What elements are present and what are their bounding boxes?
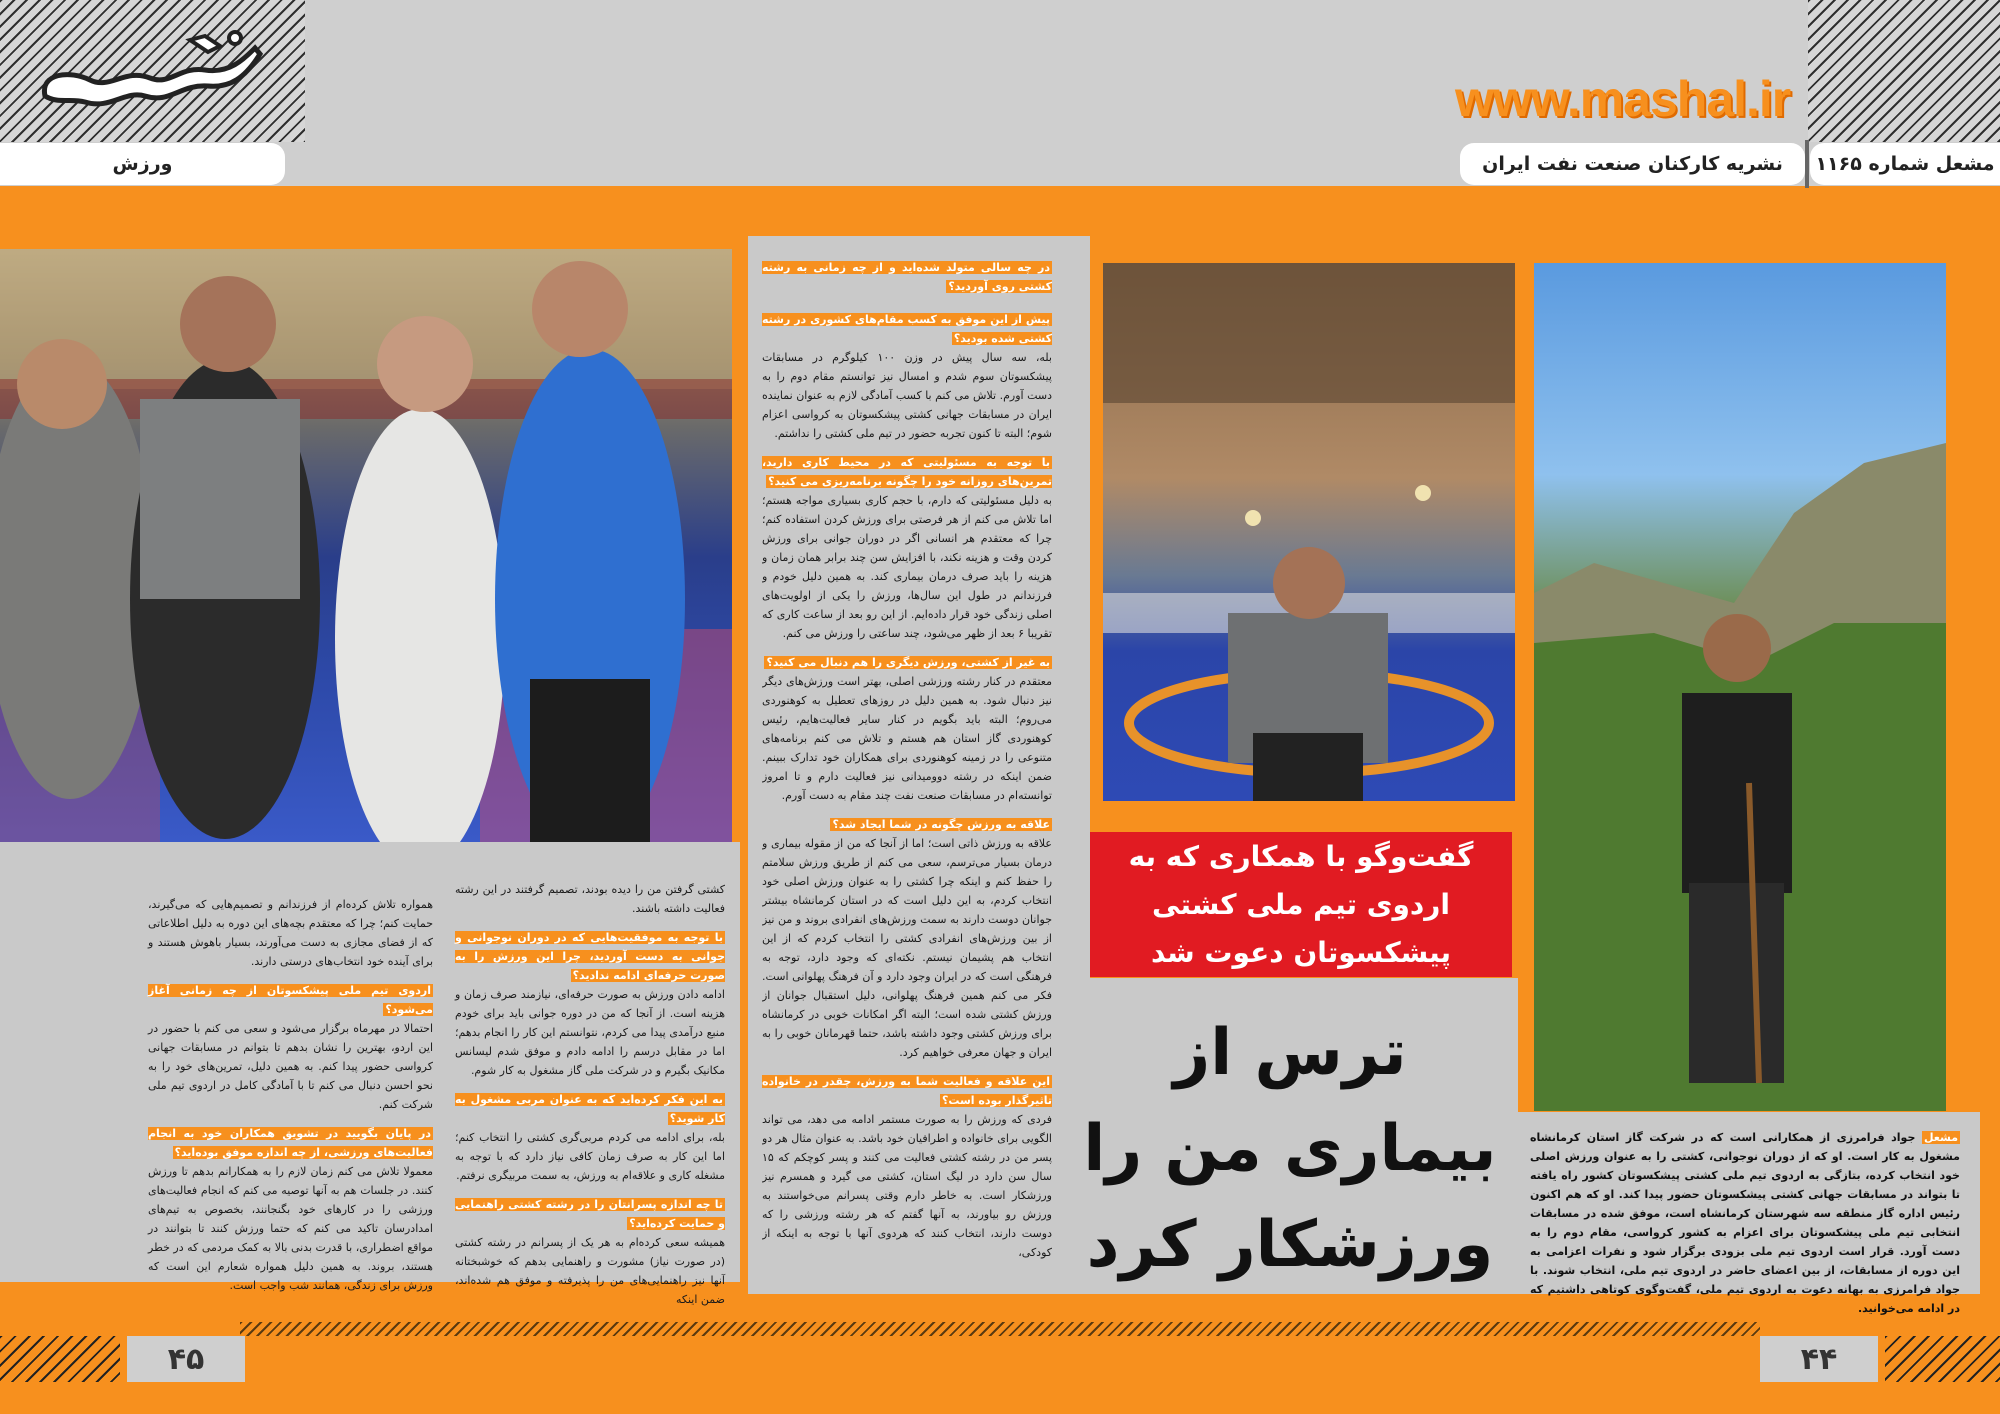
- article-kicker: [1090, 832, 1512, 977]
- col-b-q3: تا چه اندازه پسرانتان را در رشته کشتی راهنمایی و حمایت کرده‌اید؟: [455, 1198, 725, 1230]
- col-b-a2: بله، برای ادامه می کردم مربی‌گری کشتی را انتخاب کنم؛ اما این کار به صرف زمان کافی نیاز دارد که با توجه به مشغله کاری و علاقه‌ام به ورزش، به سمت مربیگری نرفتم.: [455, 1131, 725, 1182]
- col-b-a0: کشتی گرفتن من را دیده بودند، تصمیم گرفتند در این رشته فعالیت داشته باشند.: [455, 883, 725, 915]
- col-a-q2: با توجه به مسئولیتی که در محیط کاری دارید، تمرین‌های روزانه خود را چگونه برنامه‌ریزی می کنید؟: [762, 456, 1052, 488]
- publication-tab: [1460, 143, 1805, 185]
- col-a-q4: علاقه به ورزش چگونه در شما ایجاد شد؟: [832, 818, 1050, 831]
- issue-tab: [1810, 143, 2000, 185]
- col-b-q1: با توجه به موفقیت‌هایی که در دوران نوجوانی و جوانی به دست آوردید، چرا این ورزش را به صورت حرفه‌ای ادامه ندادید؟: [455, 931, 725, 982]
- mountain-photo: [1534, 263, 1946, 1111]
- col-a-q5: این علاقه و فعالیت شما به ورزش، چقدر در خانواده تاثیرگذار بوده است؟: [762, 1075, 1052, 1107]
- text-column-c: [148, 895, 433, 1295]
- col-a-a3: معتقدم در کنار رشته ورزشی اصلی، بهتر است ورزش‌های دیگر نیز دنبال شود. به همین دلیل در روزهای تعطیل به کوهنوردی می‌روم؛ البته باید بگویم در کنار سایر فعالیت‌هایم، رئیس کوهنوردی گاز استان هم هستم و تلاش می کنم برنامه‌های متنوعی را در زمینه کوهنوردی برای همکاران خود تدارک ببینم. ضمن اینکه در رشته دوومیدانی نیز فعالیت دارم و تا امروز توانسته‌ام در مسابقات صنعت نفت چند مقام به دست آورم.: [762, 675, 1052, 802]
- site-url[interactable]: www.mashal.ir: [1455, 71, 1791, 127]
- col-a-q1: پیش از این موفق به کسب مقام‌های کشوری در رشته کشتی شده بودید؟: [762, 313, 1052, 345]
- article-intro: [1530, 1128, 1960, 1318]
- col-c-a0: همواره تلاش کرده‌ام از فرزندانم و تصمیم‌هایی که می‌گیرند، حمایت کنم؛ چرا که معتقدم بچه‌های این دوره به دلیل اطلاعاتی که از فضای مجازی به دست می‌آورند، بسیار باهوش هستند و برای آینده خود انتخاب‌های درستی دارند.: [148, 898, 433, 968]
- col-b-a1: ادامه دادن ورزش به صورت حرفه‌ای، نیازمند صرف زمان و هزینه است. از آنجا که من در دوره جوانی باید برای خودم منبع درآمدی پیدا می کردم، نتوانستم این کار را انجام بدهم؛ اما در مقابل درسم را ادامه دادم و موفق شدم لیسانس مکانیک بگیرم و در شرکت ملی گاز مشغول به کار شوم.: [455, 988, 725, 1077]
- col-a-a1: بله، سه سال پیش در وزن ۱۰۰ کیلوگرم در مسابقات پیشکسوتان سوم شدم و امسال نیز توانستم مقام دوم را به دست آورم. تلاش می کنم با کسب آمادگی لازم به عنوان نماینده ایران در مسابقات جهانی کشتی پیشکسوتان به کرواسی اعزام شوم؛ البته تا کنون تجربه حضور در تیم ملی کشتی را نداشتم.: [762, 351, 1052, 440]
- col-c-q2: در پایان بگویید در تشویق همکاران خود به انجام فعالیت‌های ورزشی، از چه اندازه موفق بوده‌اید؟: [148, 1127, 433, 1159]
- text-column-a: [762, 258, 1052, 1288]
- col-c-q1: اردوی تیم ملی پیشکسوتان از چه زمانی آغاز می‌شود؟: [148, 984, 433, 1016]
- col-a-a5: فردی که ورزش را به صورت مستمر ادامه می دهد، می تواند الگویی برای خانواده و اطرافیان خود باشد. به عنوان مثال هر دو پسر من در رشته کشتی فعالیت می کنند و پسر کوچکم که ۱۵ سال سن دارد در لیگ استان، کشتی می گیرد و همسرم نیز ورزشکار است. به خاطر دارم وقتی پسرانم می‌خواستند به ورزش رو بیاورند، به آنها گفتم که هر رشته ورزشی را که دوست دارند، انتخاب کنند که هردوی آنها با توجه به اینکه از کودکی،: [762, 1113, 1052, 1259]
- col-b-a3: همیشه سعی کرده‌ام به هر یک از پسرانم در رشته کشتی (در صورت نیاز) مشورت و راهنمایی بدهم که خوشبختانه آنها نیز راهنمایی‌های من را پذیرفته و موفق هم شده‌اند، ضمن اینکه: [455, 1236, 725, 1306]
- col-a-q3: به غیر از کشتی، ورزش دیگری را هم دنبال می کنید؟: [766, 656, 1050, 669]
- text-column-b: [455, 880, 725, 1309]
- gym-photo: [1103, 263, 1515, 801]
- tab-divider: [1805, 140, 1809, 188]
- section-tab: [0, 143, 285, 185]
- article-headline: ترس از بیماری من را ورزشکار کرد: [1083, 1016, 1497, 1282]
- section-label: ورزش: [112, 153, 173, 175]
- intro-text: جواد فرامرزی از همکارانی است که در شرکت گاز استان کرمانشاه مشغول به کار است. او که از دوران نوجوانی، کشتی را به عنوان ورزش اصلی خود انتخاب کرده، بتازگی به اردوی تیم ملی کشتی پیشکسوتان کشور راه یافته تا بتواند در مسابقات جهانی کشتی پیشکسوتان حضور پیدا کند. او که هم اکنون رئیس اداره گاز منطقه سه شهرستان کرمانشاه است، موفق شده در مسابقات انتخابی تیم ملی پیشکسوتان برای اعزام به کشور کرواسی، مقام دوم را به دست آورد. قرار است اردوی تیم ملی بزودی برگزار شود و نفرات اعزامی به این دوره از مسابقات، از بین اعضای حاضر در اردوی تیم ملی، انتخاب شوند. با جواد فرامرزی به بهانه دعوت به اردوی تیم ملی، گفت‌وگوی کوتاهی داشتیم که در ادامه می‌خوانید.: [1530, 1131, 1960, 1315]
- col-a-q0: در چه سالی متولد شده‌اید و از چه زمانی به رشته کشتی روی آوردید؟: [762, 261, 1052, 293]
- footer-stripes-left: [0, 1336, 120, 1382]
- intro-source: مشعل: [1923, 1131, 1958, 1144]
- publication-label: نشریه کارکنان صنعت نفت ایران: [1482, 153, 1783, 175]
- col-a-a2: به دلیل مسئولیتی که دارم، با حجم کاری بسیاری مواجه هستم؛ اما تلاش می کنم از هر فرصتی برای ورزش کردن استفاده کنم؛ چرا که معتقدم هر انسانی اگر در دوران جوانی برای ورزش کردن وقت و هزینه نکند، با افزایش سن چند برابر همان زمان و هزینه را باید صرف درمان بیماری کند. به همین دلیل خودم و فرزندانم در طول این سال‌ها، ورزش را یکی از اولویت‌های اصلی زندگی خود قرار داده‌ایم. از این رو بعد از ساعت کاری که تقریبا ۶ بعد از ظهر می‌شود، چند ساعتی را ورزش می کنم.: [762, 494, 1052, 640]
- team-photo: [0, 249, 732, 842]
- kicker-text: گفت‌وگو با همکاری که به اردوی تیم ملی کشتی پیشکسوتان دعوت شد: [1128, 839, 1474, 969]
- footer-stripes-right: [1885, 1336, 2000, 1382]
- footer-hatch: [240, 1322, 1760, 1336]
- mashal-logo: [30, 18, 270, 118]
- header-hatch-right: [1808, 0, 2000, 142]
- col-c-a1: احتمالا در مهرماه برگزار می‌شود و سعی می کنم با حضور در این اردو، بهترین را نشان بدهم تا بتوانم در مسابقات جهانی کرواسی حضور پیدا کنم. به همین دلیل، تمرین‌های خود را به نحو احسن دنبال می کنم تا با آمادگی کامل در اردوی تیم ملی شرکت کنم.: [148, 1022, 433, 1111]
- issue-label: مشعل شماره ۱۱۶۵: [1815, 153, 1995, 175]
- page-number-right: ۴۴: [1760, 1336, 1878, 1382]
- col-c-a2: معمولا تلاش می کنم زمان لازم را به همکارانم بدهم تا ورزش کنند. در جلسات هم به آنها توصیه می کنم که انجام فعالیت‌های ورزشی را در کارهای خود بگنجانند، بخصوص به تیم‌های امدادرسان تاکید می کنم که حتما ورزش کنند تا بتوانند در مواقع اضطراری، با قدرت بدنی بالا به کمک مردمی که در خطر هستند، بروند. به همین دلیل همواره شعارم این است که ورزش برای زندگی، همانند شب واجب است.: [148, 1165, 433, 1292]
- col-b-q2: به این فکر کرده‌اید که به عنوان مربی مشغول به کار شوید؟: [455, 1093, 725, 1125]
- page-number-left: ۴۵: [127, 1336, 245, 1382]
- col-a-a4: علاقه به ورزش ذاتی است؛ اما از آنجا که من از مقوله بیماری و درمان بسیار می‌ترسم، سعی می کنم از طریق ورزش سلامتم را حفظ کنم و اینکه چرا کشتی را به عنوان ورزش اصلی خود انتخاب کردم، به این دلیل است که در استان کرمانشاه بیشتر جوانان دوست دارند به سمت ورزش‌های انفرادی بروند و من نیز از بین ورزش‌های انفرادی کشتی را انتخاب کردم که از این انتخاب هم پشیمان نیستم. نکته‌ای که وجود دارد، توجه به فرهنگی است که در ایران وجود دارد و آن فرهنگ پهلوانی است. فکر می کنم همین فرهنگ پهلوانی، دلیل استقبال جوانان از ورزش کشتی شده است؛ البته اگر امکانات خوبی در کرمانشاه برای ورزش کشتی وجود داشته باشد، حتما قهرمانان خوبی را به ایران و جهان معرفی خواهیم کرد.: [762, 837, 1052, 1059]
